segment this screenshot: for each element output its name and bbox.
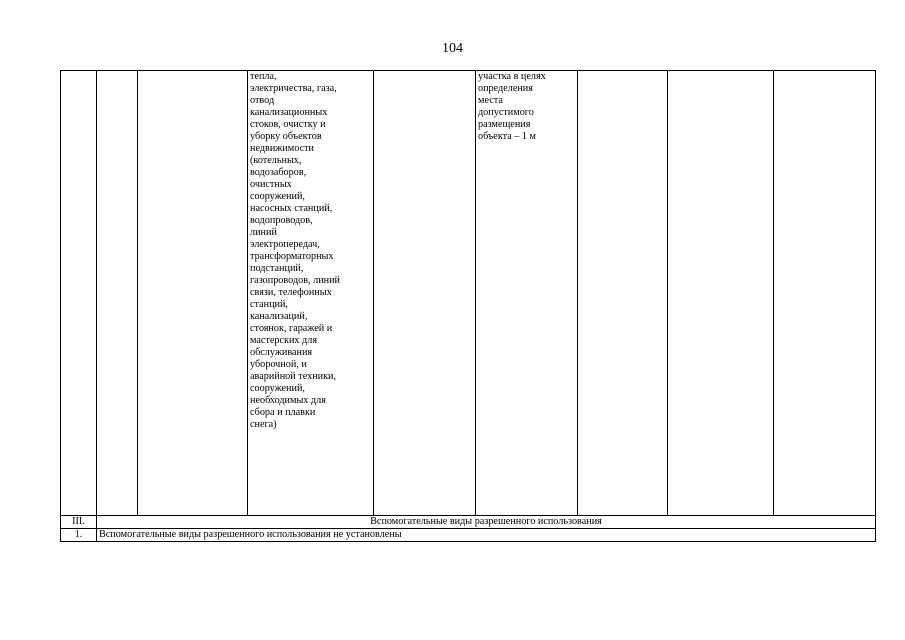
setback-distance-line: размещения	[478, 119, 531, 130]
cell-use-name	[138, 71, 248, 516]
use-description-line: аварийной техники,	[250, 371, 337, 382]
use-description-line: необходимых для	[250, 395, 326, 406]
setback-distance-line: определения	[478, 83, 533, 94]
use-description-line: стоков, очистку и	[250, 119, 326, 130]
item-row	[61, 529, 876, 542]
use-description-line: отвод	[250, 95, 275, 106]
use-description-line: сбора и плавки	[250, 407, 316, 418]
continuation-row	[61, 71, 876, 516]
use-description-line: электричества, газа,	[250, 83, 337, 94]
section-row	[61, 516, 876, 529]
setback-distance-line: допустимого	[478, 107, 534, 118]
section-number: III.	[61, 516, 97, 529]
section-title: Вспомогательные виды разрешенного использования	[97, 516, 876, 529]
use-description-line: связи, телефонных	[250, 287, 332, 298]
use-description-line: сооружений,	[250, 383, 305, 394]
setback-distance-line: места	[478, 95, 503, 106]
cell-empty-d	[774, 71, 876, 516]
use-description-line: уборку объектов	[250, 131, 322, 142]
use-description-line: мастерских для	[250, 335, 318, 346]
use-description-line: канализаций,	[250, 311, 308, 322]
use-description-line: недвижимости	[250, 143, 314, 154]
use-description-line: водопроводов,	[250, 215, 313, 226]
use-description-line: станций,	[250, 299, 288, 310]
use-description-line: стоянок, гаражей и	[250, 323, 333, 334]
page-number: 104	[442, 41, 463, 56]
setback-distance-line: объекта – 1 м	[478, 131, 537, 142]
cell-use-description	[248, 71, 374, 516]
zoning-table	[60, 70, 876, 542]
use-description-line: канализационных	[250, 107, 328, 118]
use-description-line: водозаборов,	[250, 167, 307, 178]
use-description-line: очистных	[250, 179, 292, 190]
cell-code	[97, 71, 138, 516]
use-description-line: линий	[250, 227, 277, 238]
cell-empty-a	[374, 71, 476, 516]
use-description-line: снега)	[250, 419, 277, 430]
use-description-line: газопроводов, линий	[250, 275, 341, 286]
use-description-line: тепла,	[250, 71, 277, 82]
use-description-line: сооружений,	[250, 191, 305, 202]
item-number: 1.	[61, 529, 97, 542]
cell-empty-c	[668, 71, 774, 516]
use-description-line: (котельных,	[250, 155, 302, 166]
cell-number	[61, 71, 97, 516]
setback-distance-line: участка в целях	[478, 71, 546, 82]
use-description-line: подстанций,	[250, 263, 304, 274]
use-description-line: трансформаторных	[250, 251, 334, 262]
use-description-line: обслуживания	[250, 347, 313, 358]
cell-setback-distance	[476, 71, 578, 516]
use-description-line: уборочной, и	[250, 359, 307, 370]
cell-empty-b	[578, 71, 668, 516]
use-description-line: насосных станций,	[250, 203, 333, 214]
item-text: Вспомогательные виды разрешенного использования не установлены	[97, 529, 876, 542]
use-description-line: электропередач,	[250, 239, 320, 250]
